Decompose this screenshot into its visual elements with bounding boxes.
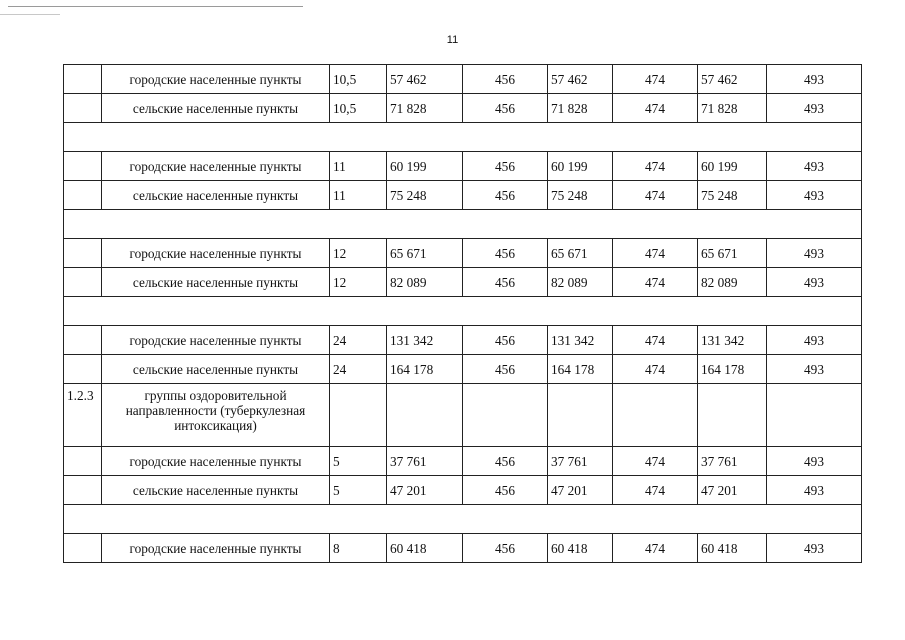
row-value-4: 474 <box>613 534 698 563</box>
row-value-6: 493 <box>767 152 862 181</box>
row-value-4: 474 <box>613 94 698 123</box>
row-code <box>64 326 102 355</box>
row-rate: 12 <box>330 268 387 297</box>
row-value-1: 60 199 <box>387 152 463 181</box>
row-name: городские населенные пункты <box>102 447 330 476</box>
row-value-6: 493 <box>767 181 862 210</box>
row-value-5: 164 178 <box>698 355 767 384</box>
row-rate: 5 <box>330 447 387 476</box>
row-value-1: 75 248 <box>387 181 463 210</box>
row-code <box>64 152 102 181</box>
row-value-5: 57 462 <box>698 65 767 94</box>
row-value-1: 60 418 <box>387 534 463 563</box>
empty-cell <box>463 384 548 447</box>
empty-cell <box>330 384 387 447</box>
row-rate: 24 <box>330 326 387 355</box>
empty-cell <box>767 384 862 447</box>
table-row <box>64 447 862 476</box>
row-value-4: 474 <box>613 476 698 505</box>
table-row <box>64 476 862 505</box>
row-value-6: 493 <box>767 355 862 384</box>
row-value-4: 474 <box>613 447 698 476</box>
row-value-3: 37 761 <box>548 447 613 476</box>
spacer-cell <box>64 505 862 534</box>
row-value-5: 71 828 <box>698 94 767 123</box>
row-value-1: 37 761 <box>387 447 463 476</box>
row-code <box>64 447 102 476</box>
row-value-4: 474 <box>613 181 698 210</box>
row-value-4: 474 <box>613 152 698 181</box>
row-value-6: 493 <box>767 326 862 355</box>
row-value-1: 47 201 <box>387 476 463 505</box>
row-name: сельские населенные пункты <box>102 355 330 384</box>
row-value-2: 456 <box>463 65 548 94</box>
table-row <box>64 65 862 94</box>
row-value-2: 456 <box>463 239 548 268</box>
row-value-5: 82 089 <box>698 268 767 297</box>
empty-cell <box>548 384 613 447</box>
scan-artifact-line <box>8 6 303 7</box>
tariff-table <box>63 64 862 563</box>
row-value-3: 71 828 <box>548 94 613 123</box>
row-value-5: 47 201 <box>698 476 767 505</box>
table-row <box>64 239 862 268</box>
row-rate: 8 <box>330 534 387 563</box>
row-name: сельские населенные пункты <box>102 268 330 297</box>
row-name: сельские населенные пункты <box>102 476 330 505</box>
row-value-2: 456 <box>463 355 548 384</box>
row-value-6: 493 <box>767 65 862 94</box>
empty-cell <box>698 384 767 447</box>
row-value-6: 493 <box>767 534 862 563</box>
row-name: городские населенные пункты <box>102 152 330 181</box>
row-code <box>64 65 102 94</box>
row-value-3: 60 199 <box>548 152 613 181</box>
row-value-6: 493 <box>767 239 862 268</box>
row-value-5: 131 342 <box>698 326 767 355</box>
row-code <box>64 94 102 123</box>
row-value-3: 57 462 <box>548 65 613 94</box>
row-value-3: 47 201 <box>548 476 613 505</box>
row-rate: 12 <box>330 239 387 268</box>
row-name: городские населенные пункты <box>102 65 330 94</box>
row-value-4: 474 <box>613 326 698 355</box>
row-value-5: 65 671 <box>698 239 767 268</box>
row-value-2: 456 <box>463 94 548 123</box>
row-value-2: 456 <box>463 181 548 210</box>
row-value-3: 164 178 <box>548 355 613 384</box>
row-name: сельские населенные пункты <box>102 181 330 210</box>
row-value-2: 456 <box>463 447 548 476</box>
row-value-5: 60 418 <box>698 534 767 563</box>
row-rate: 11 <box>330 181 387 210</box>
scan-artifact-line <box>0 14 60 15</box>
row-value-5: 75 248 <box>698 181 767 210</box>
table-row <box>64 534 862 563</box>
row-value-3: 82 089 <box>548 268 613 297</box>
page-number: 11 <box>446 34 459 46</box>
table-body <box>64 65 862 563</box>
row-value-1: 71 828 <box>387 94 463 123</box>
row-rate: 5 <box>330 476 387 505</box>
empty-cell <box>387 384 463 447</box>
row-value-3: 65 671 <box>548 239 613 268</box>
row-value-4: 474 <box>613 65 698 94</box>
row-value-3: 131 342 <box>548 326 613 355</box>
row-rate: 11 <box>330 152 387 181</box>
row-code <box>64 476 102 505</box>
row-value-1: 164 178 <box>387 355 463 384</box>
row-value-6: 493 <box>767 447 862 476</box>
table-row <box>64 268 862 297</box>
table-row <box>64 94 862 123</box>
row-value-1: 65 671 <box>387 239 463 268</box>
row-value-2: 456 <box>463 268 548 297</box>
row-name: городские населенные пункты <box>102 326 330 355</box>
row-value-5: 60 199 <box>698 152 767 181</box>
row-value-4: 474 <box>613 355 698 384</box>
row-value-6: 493 <box>767 476 862 505</box>
row-value-4: 474 <box>613 239 698 268</box>
row-name: группы оздоровительной направленности (туберкулезная интоксикация) <box>102 384 330 447</box>
row-name: городские населенные пункты <box>102 534 330 563</box>
table-row <box>64 152 862 181</box>
row-value-6: 493 <box>767 94 862 123</box>
row-code <box>64 534 102 563</box>
row-code <box>64 268 102 297</box>
row-value-2: 456 <box>463 326 548 355</box>
spacer-cell <box>64 297 862 326</box>
row-value-5: 37 761 <box>698 447 767 476</box>
row-value-1: 57 462 <box>387 65 463 94</box>
row-value-2: 456 <box>463 534 548 563</box>
spacer-row <box>64 505 862 534</box>
row-rate: 10,5 <box>330 65 387 94</box>
table-row <box>64 355 862 384</box>
row-name: городские населенные пункты <box>102 239 330 268</box>
spacer-cell <box>64 210 862 239</box>
row-code <box>64 181 102 210</box>
row-rate: 10,5 <box>330 94 387 123</box>
row-name: сельские населенные пункты <box>102 94 330 123</box>
row-code <box>64 355 102 384</box>
empty-cell <box>613 384 698 447</box>
row-value-2: 456 <box>463 476 548 505</box>
table-row <box>64 326 862 355</box>
table-row <box>64 181 862 210</box>
row-rate: 24 <box>330 355 387 384</box>
row-code <box>64 239 102 268</box>
row-value-1: 131 342 <box>387 326 463 355</box>
row-value-4: 474 <box>613 268 698 297</box>
section-header-row <box>64 384 862 447</box>
row-value-3: 75 248 <box>548 181 613 210</box>
spacer-row <box>64 297 862 326</box>
row-value-1: 82 089 <box>387 268 463 297</box>
row-value-2: 456 <box>463 152 548 181</box>
spacer-row <box>64 210 862 239</box>
row-value-6: 493 <box>767 268 862 297</box>
row-value-3: 60 418 <box>548 534 613 563</box>
row-code: 1.2.3 <box>64 384 102 447</box>
spacer-cell <box>64 123 862 152</box>
spacer-row <box>64 123 862 152</box>
